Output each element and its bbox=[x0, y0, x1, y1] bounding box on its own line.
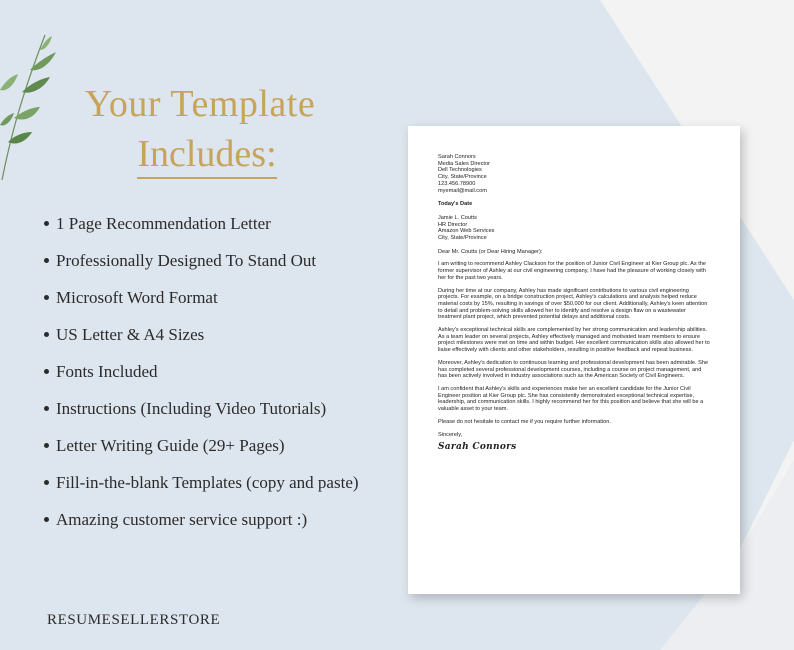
letter-paragraph: During her time at our company, Ashley has made significant contributions to various civil engineering projects. For example, on a bridge construction project, Ashley's calculations and analysis helped reduce material costs by 15%, resulting in savings of over $50,000 for our client. Additionally, Ashley's keen attention to detail and problem-solving skills allowed her to identify and resolve a design flaw on a wastewater treatment plant project, which prevented potential delays and additional costs. bbox=[438, 287, 708, 321]
feature-item bbox=[44, 464, 359, 501]
bullet-icon bbox=[44, 480, 49, 485]
feature-text: Fonts Included bbox=[56, 361, 158, 381]
feature-text: Instructions (Including Video Tutorials) bbox=[56, 398, 327, 418]
feature-item bbox=[44, 427, 359, 464]
sender-line: myemail@mail.com bbox=[438, 187, 487, 194]
salutation: Dear Mr. Coutts (or Dear Hiring Manager): bbox=[438, 248, 543, 255]
recipient-block bbox=[438, 215, 710, 242]
sender-line: Dell Technologies bbox=[438, 167, 482, 174]
feature-text: Letter Writing Guide (29+ Pages) bbox=[56, 435, 285, 455]
letter-date: Today's Date bbox=[438, 201, 473, 208]
recipient-line: Amazon Web Services bbox=[438, 228, 495, 235]
feature-text: Professionally Designed To Stand Out bbox=[56, 250, 317, 270]
bullet-icon bbox=[44, 332, 49, 337]
letter-preview bbox=[408, 126, 740, 594]
recipient-line: City, State/Province bbox=[438, 235, 487, 242]
letter-paragraph: Ashley's exceptional technical skills are complemented by her strong communication and leadership abilities. As a team leader on several projects, Ashley effectively managed and motivated team members to ensure project milestones were met on time and within budget. Her excellent communication skills also allowed her to liaise effectively with clients and other stakeholders, resulting in positive feedback and repeat business. bbox=[438, 327, 710, 354]
sender-line: City, State/Province bbox=[438, 174, 487, 181]
feature-item bbox=[44, 242, 359, 279]
signature: Sarah Connors bbox=[438, 442, 517, 453]
feature-item bbox=[44, 390, 359, 427]
brand-name: RESUMESELLERSTORE bbox=[47, 612, 221, 628]
feature-item bbox=[44, 205, 359, 242]
recipient-line: Jamie L. Coutts bbox=[438, 214, 477, 221]
bullet-icon bbox=[44, 221, 49, 226]
bullet-icon bbox=[44, 406, 49, 411]
letter-paragraph: Please do not hesitate to contact me if you require further information. bbox=[438, 418, 611, 425]
bullet-icon bbox=[44, 369, 49, 374]
feature-text: US Letter & A4 Sizes bbox=[56, 324, 205, 344]
sender-line: 123.456.78900 bbox=[438, 180, 476, 187]
bullet-icon bbox=[44, 517, 49, 522]
sender-line: Sarah Connors bbox=[438, 154, 476, 160]
bullet-icon bbox=[44, 258, 49, 263]
title-line-1: Your Template bbox=[84, 83, 316, 125]
feature-list bbox=[44, 205, 359, 538]
feature-item bbox=[44, 279, 359, 316]
letter-paragraph: I am confident that Ashley's skills and experiences make her an excellent candidate for the Junior Civil Engineer position at Kier Group plc. She has consistently demonstrated exceptional technical expertise, leadership, and communication skills. I highly recommend her for this position and believe that she will be a valuable asset to your team. bbox=[438, 385, 704, 413]
recipient-line: HR Director bbox=[438, 221, 468, 228]
feature-text: 1 Page Recommendation Letter bbox=[56, 213, 271, 233]
sender-line: Media Sales Director bbox=[438, 160, 490, 167]
sender-block bbox=[438, 154, 710, 194]
letter-paragraph: Moreover, Ashley's dedication to continuous learning and professional development has been admirable. She has completed several professional development courses, including a course on project management, and has been actively involved in industry associations such as the American Society of Civil Engineers. bbox=[438, 359, 709, 380]
feature-item bbox=[44, 353, 359, 390]
feature-item bbox=[44, 316, 359, 353]
title-underlined-text: Includes: bbox=[137, 133, 276, 179]
bullet-icon bbox=[44, 295, 49, 300]
feature-item bbox=[44, 501, 359, 538]
feature-text: Amazing customer service support :) bbox=[56, 509, 308, 529]
feature-text: Microsoft Word Format bbox=[56, 287, 218, 307]
feature-text: Fill-in-the-blank Templates (copy and paste) bbox=[56, 472, 359, 492]
closing: Sincerely, bbox=[438, 431, 463, 438]
letter-paragraph: I am writing to recommend Ashley Clackson for the position of Junior Civil Engineer at Kier Group plc. As the former supervisor of Ashley at our civil engineering company, I have had the pleasure of working closely with her for the past two years. bbox=[438, 261, 707, 281]
title-line-2 bbox=[0, 132, 414, 176]
letter-body bbox=[438, 154, 710, 451]
bullet-icon bbox=[44, 443, 49, 448]
